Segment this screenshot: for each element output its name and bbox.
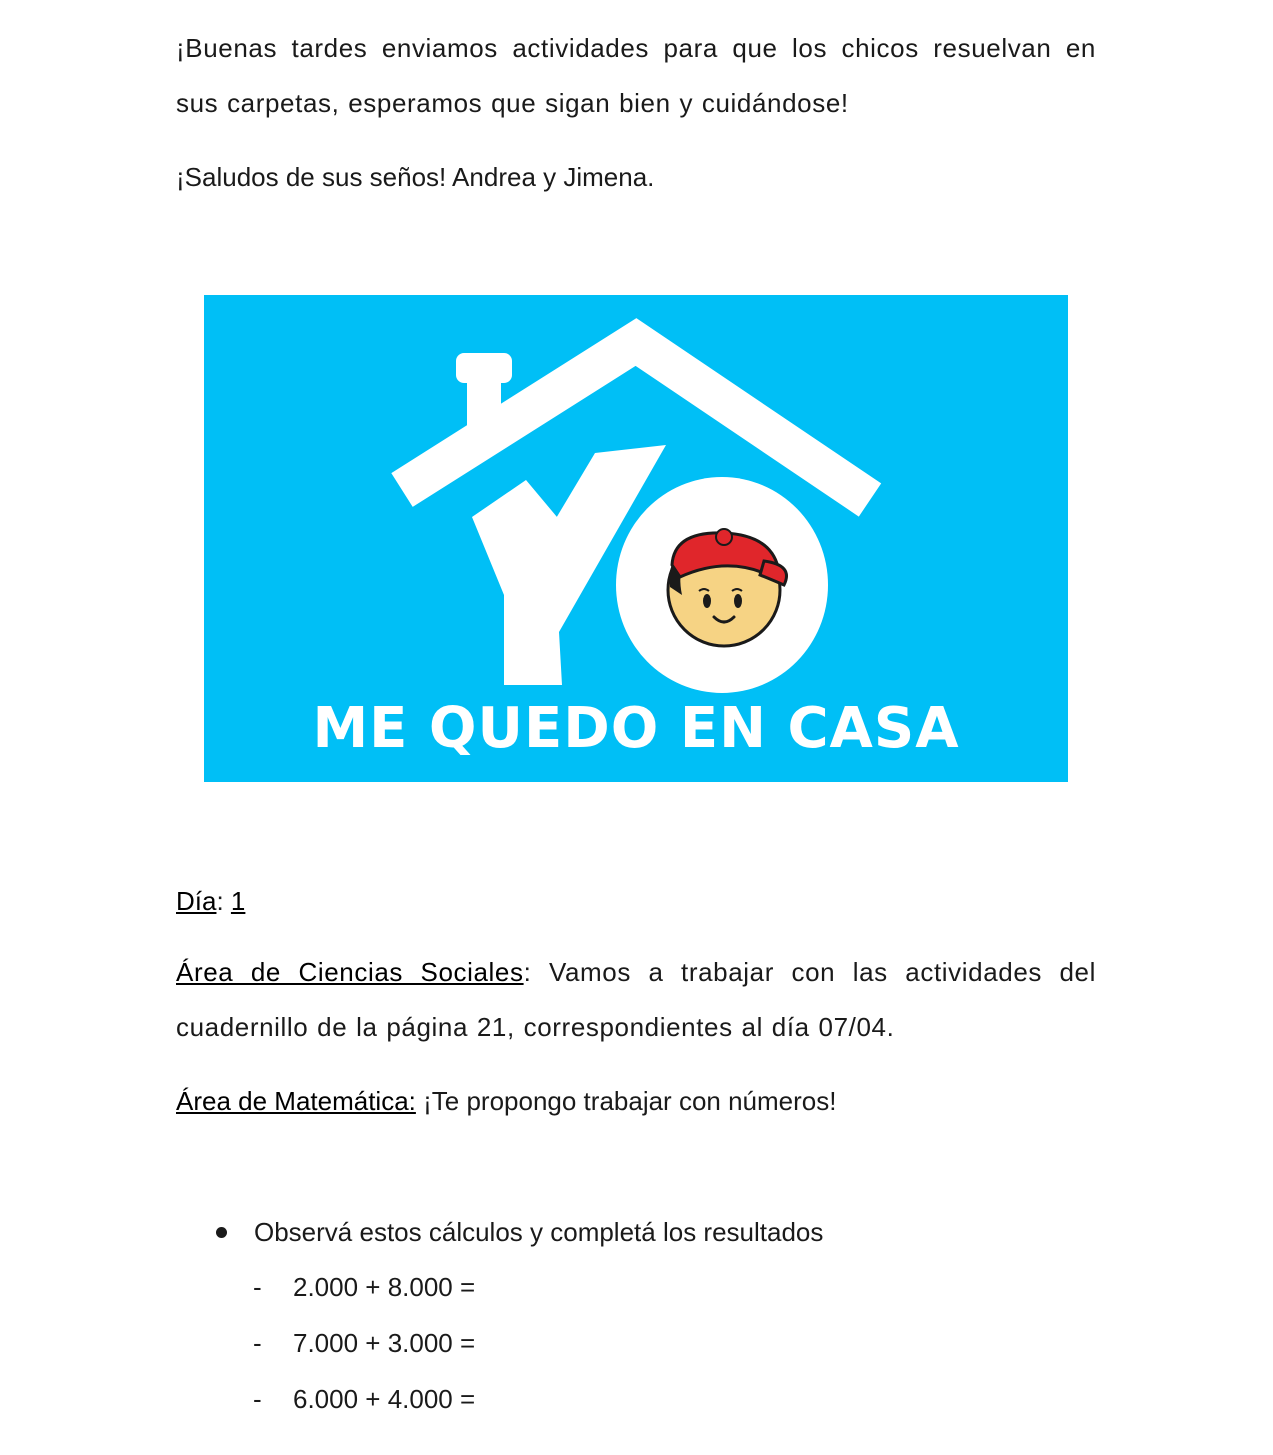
greeting-paragraph: ¡Buenas tardes enviamos actividades para que los chicos resuelvan en sus carpetas, esperamos que sigan bien y cuidándose!	[176, 33, 1096, 118]
matematica-paragraph	[176, 1074, 1096, 1129]
banner-caption: ME QUEDO EN CASA	[312, 696, 960, 761]
sociales-area-label: Área de Ciencias Sociales	[176, 957, 524, 987]
day-separator: :	[216, 886, 231, 916]
day-value: 1	[230, 886, 246, 916]
dash-marker: -	[253, 1272, 262, 1302]
calculation-item	[253, 1316, 475, 1371]
yo-me-quedo-en-casa-banner	[204, 295, 1068, 782]
day-label: Día	[176, 886, 217, 916]
banner-illustration	[204, 295, 1068, 782]
sociales-paragraph	[176, 945, 1096, 1055]
activity-instruction: Observá estos cálculos y completá los resultados	[254, 1217, 824, 1247]
matematica-area-label: Área de Matemática:	[176, 1086, 416, 1116]
calculation-text: 6.000 + 4.000 =	[293, 1384, 476, 1414]
calculation-item	[253, 1372, 475, 1427]
dash-marker: -	[253, 1384, 262, 1414]
bullet-icon	[216, 1227, 227, 1238]
calculation-text: 2.000 + 8.000 =	[293, 1272, 476, 1302]
calculation-text: 7.000 + 3.000 =	[293, 1328, 476, 1358]
matematica-text: ¡Te propongo trabajar con números!	[415, 1086, 837, 1116]
sociales-text: : Vamos a trabajar con las actividades del cuadernillo de la página 21, correspondientes al día 07/04.	[176, 957, 1096, 1042]
dash-marker: -	[253, 1328, 262, 1358]
day-line	[176, 874, 1096, 929]
signoff-paragraph: ¡Saludos de sus seños! Andrea y Jimena.	[176, 162, 655, 192]
calculation-item	[253, 1260, 475, 1315]
